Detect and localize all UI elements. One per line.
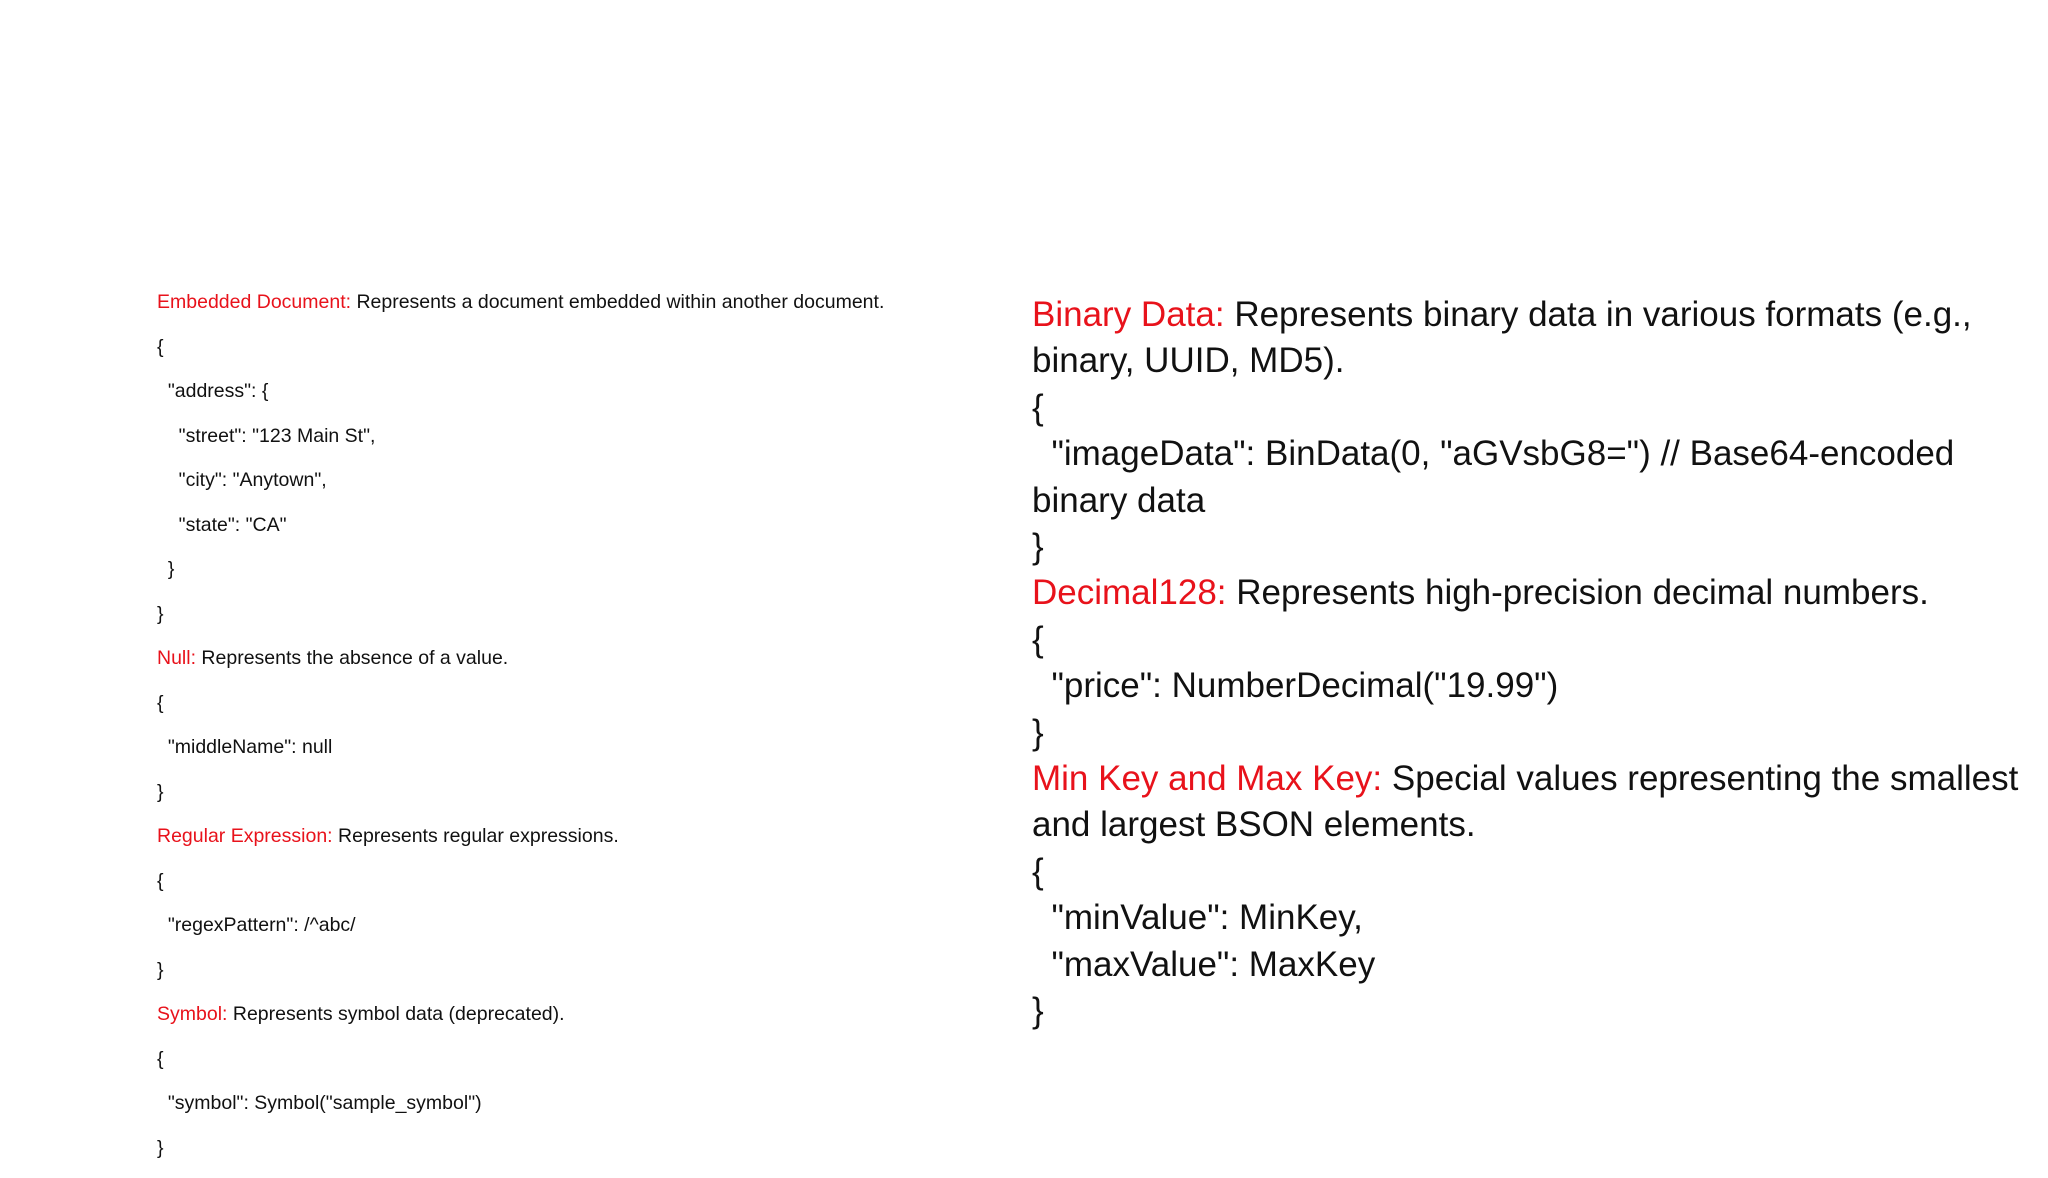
term-description: Represents a document embedded within another document. [351,291,884,313]
term-description: Represents binary data in various formats (e.g., [1225,295,1972,334]
code-line: } [157,1134,977,1178]
term-description: Represents regular expressions. [333,825,619,847]
code-line: "imageData": BinData(0, "aGVsbG8=") // Base64-encoded [1032,431,2022,477]
embedded-document-heading [157,288,977,333]
term-description: Represents high-precision decimal numbers. [1227,573,1929,612]
term-label: Regular Expression: [157,825,333,847]
term-label: Null: [157,647,196,669]
code-line: "regexPattern": /^abc/ [157,911,977,956]
term-label: Decimal128: [1032,573,1227,612]
code-line: } [1032,524,2022,570]
code-line: { [1032,385,2022,431]
code-line: } [157,956,977,1001]
code-line: "maxValue": MaxKey [1032,942,2022,988]
term-description: Represents the absence of a value. [196,647,508,669]
code-line: } [1032,988,2022,1034]
minkey-maxkey-heading [1032,756,2022,802]
code-line: "state": "CA" [157,511,977,556]
term-label: Binary Data: [1032,295,1225,334]
code-line: } [1032,710,2022,756]
code-line: } [157,600,977,645]
right-column [1032,292,2022,1035]
decimal128-heading [1032,570,2022,616]
term-label: Min Key and Max Key: [1032,759,1382,798]
code-line: "minValue": MinKey, [1032,895,2022,941]
term-description: Represents symbol data (deprecated). [227,1003,564,1025]
term-description: Special values representing the smallest [1382,759,2018,798]
code-line: { [1032,849,2022,895]
left-column [157,288,977,1178]
code-line: "symbol": Symbol("sample_symbol") [157,1089,977,1134]
binary-data-heading [1032,292,2022,338]
code-line: } [157,778,977,823]
term-description-continued: binary, UUID, MD5). [1032,338,2022,384]
term-label: Symbol: [157,1003,227,1025]
code-line: { [157,867,977,912]
code-line: "street": "123 Main St", [157,422,977,467]
code-line: { [157,1045,977,1090]
regex-heading [157,822,977,867]
term-description-continued: and largest BSON elements. [1032,802,2022,848]
code-line: "price": NumberDecimal("19.99") [1032,663,2022,709]
code-line: "city": "Anytown", [157,466,977,511]
term-label: Embedded Document: [157,291,351,313]
code-line: binary data [1032,478,2022,524]
symbol-heading [157,1000,977,1045]
code-line: { [157,689,977,734]
code-line: "address": { [157,377,977,422]
code-line: { [157,333,977,378]
code-line: { [1032,617,2022,663]
code-line: } [157,555,977,600]
null-heading [157,644,977,689]
code-line: "middleName": null [157,733,977,778]
